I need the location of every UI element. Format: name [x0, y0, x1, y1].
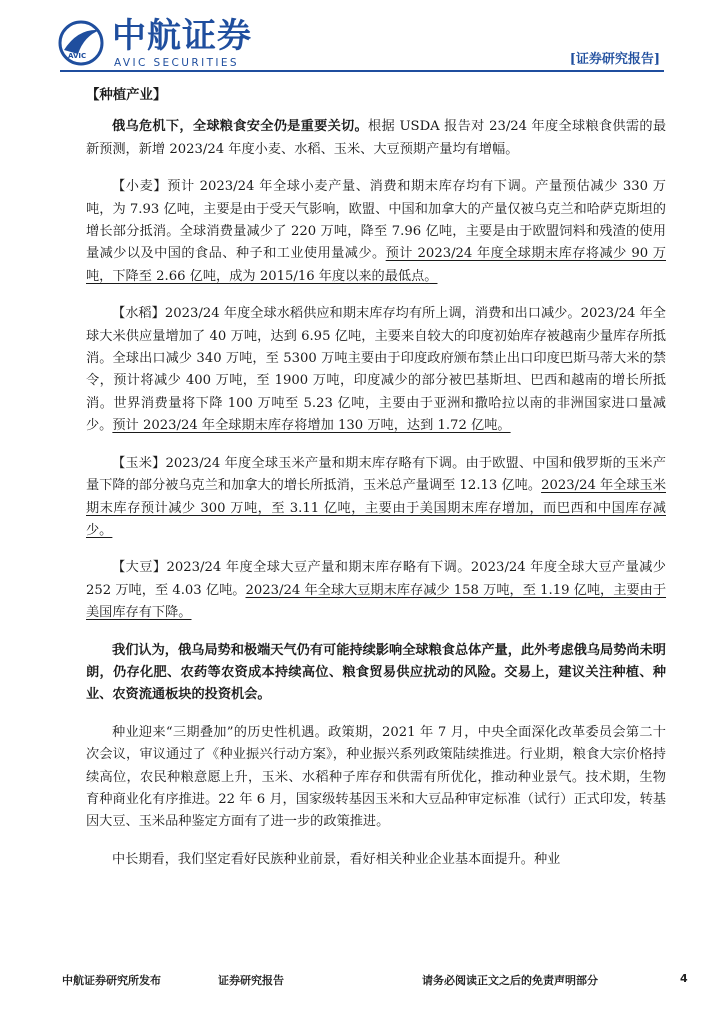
- paragraph-long-term: 中长期看，我们坚定看好民族种业前景，看好相关种业企业基本面提升。种业: [112, 851, 561, 867]
- logo-mark-text: AVIC: [68, 52, 87, 60]
- page-number: 4: [680, 972, 688, 985]
- page-header: [0, 0, 724, 80]
- footer-report-type: 证券研究报告: [218, 974, 284, 987]
- rice-text: 【水稻】2023/24 年度全球水稻供应和期末库存均有所上调，消费和出口减少。2023/24 年全球大米供应量增加了 40 万吨，达到 6.95 亿吨，主要来自较大的印度初始库存被越南少量库存所抵消。全球出口减少 340 万吨，至 5300 万吨主要由于印度政府颁布禁止出口印度巴斯马蒂大米的禁令，预计将减少 400 万吨，至 1900 万吨，印度减少的部分被巴基斯坦、巴西和越南的增长所抵消。世界消费量将下降 100 万吨至 5.23 亿吨，主要由于亚洲和撒哈拉以南的非洲国家进口量减少。: [86, 306, 666, 434]
- company-name-en: AVIC SECURITIES: [114, 57, 239, 69]
- soy-highlight: 2023/24 年全球大豆期末库存减少 158 万吨，至 1.19 亿吨，主要由于美国库存有下降。: [86, 582, 667, 621]
- paragraph-seed-industry: 种业迎来“三期叠加”的历史性机遇。政策期，2021 年 7 月，中央全面深化改革委员会第二十次会议，审议通过了《种业振兴行动方案》，种业振兴系列政策陆续推进。行业期，粮食大宗价格持续高位，农民种粮意愿上升，玉米、水稻种子库存和供需有所优化，推动种业景气。技术期，生物育种商业化有序推进。22 年 6 月，国家级转基因玉米和大豆品种审定标准（试行）正式印发，转基因大豆、玉米品种鉴定方面有了进一步的政策推进。: [86, 724, 666, 830]
- paragraph-intro: [86, 116, 666, 161]
- wheat-text: 【小麦】预计 2023/24 年全球小麦产量、消费和期末库存均有下调。产量预估减少 330 万吨，为 7.93 亿吨，主要是由于受天气影响，欧盟、中国和加拿大的产量仅被乌克兰和哈萨克斯坦的增长部分抵消。全球消费量减少了 220 万吨，降至 7.96 亿吨，主要是由于欧盟饲料和残渣的使用量减少以及中国的食品、种子和工业使用量减少。: [86, 179, 666, 262]
- section-title: 【种植产业】: [86, 87, 167, 103]
- wheat-highlight: 预计 2023/24 年度全球期末库存将减少 90 万吨，下降至 2.66 亿吨，成为 2015/16 年度以来的最低点。: [86, 246, 666, 284]
- soy-text: 【大豆】2023/24 年度全球大豆产量和期末库存略有下调。2023/24 年度全球大豆产量减少 252 万吨，至 4.03 亿吨。: [86, 560, 666, 598]
- footer-publisher: 中航证券研究所发布: [62, 974, 161, 987]
- paragraph-corn: [86, 453, 666, 543]
- paragraph-rice: [86, 303, 666, 437]
- avic-logo-icon: [58, 20, 104, 66]
- report-type-label: [证券研究报告]: [569, 52, 660, 67]
- intro-text: 根据 USDA 报告对 23/24 年度全球粮食供需的最新预测，新增 2023/24 年度小麦、水稻、玉米、大豆预期产量均有增幅。: [86, 119, 667, 157]
- footer-disclaimer: 请务必阅读正文之后的免责声明部分: [422, 974, 598, 987]
- corn-highlight: 2023/24 年全球玉米期末库存预计减少 300 万吨，至 3.11 亿吨，主要由于美国期末库存增加，而巴西和中国库存减少。: [86, 478, 666, 538]
- paragraph-wheat: [86, 176, 666, 288]
- header-divider: [60, 70, 664, 72]
- paragraph-soybean: [86, 557, 666, 624]
- intro-lead: 俄乌危机下，全球粮食安全仍是重要关切。: [112, 119, 369, 135]
- corn-text: 【玉米】2023/24 年度全球玉米产量和期末库存略有下调。由于欧盟、中国和俄罗斯的玉米产量下降的部分被乌克兰和加拿大的增长所抵消，玉米总产量调至 12.13 亿吨。: [86, 455, 666, 494]
- company-name-cn: 中航证券: [112, 16, 252, 56]
- rice-highlight: 预计 2023/24 年全球期末库存将增加 130 万吨，达到 1.72 亿吨。: [112, 418, 511, 434]
- paragraph-view: 我们认为，俄乌局势和极端天气仍有可能持续影响全球粮食总体产量，此外考虑俄乌局势尚未明朗，仍存化肥、农药等农资成本持续高位、粮食贸易供应扰动的风险。交易上，建议关注种植、种业、农资流通板块的投资机会。: [86, 642, 666, 703]
- report-body: [86, 84, 666, 871]
